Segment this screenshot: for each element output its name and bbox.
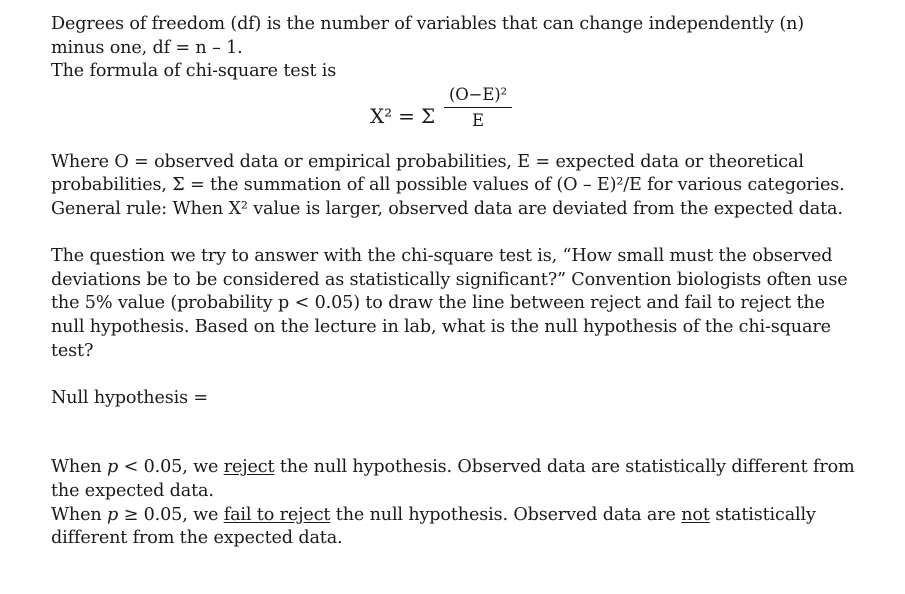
fail-rule-line-1 bbox=[51, 504, 851, 528]
document-page bbox=[51, 13, 855, 551]
fraction-bar bbox=[444, 107, 512, 108]
fail-to-reject-word: fail to reject bbox=[223, 504, 331, 525]
formula-numerator: (O−E)² bbox=[449, 84, 507, 104]
intro-line-2: minus one, df = n – 1. bbox=[51, 37, 243, 58]
fail-condition: ≥ 0.05, we bbox=[118, 504, 224, 525]
question-line-2: deviations be to be considered as statistically significant?” Convention biologists often use bbox=[51, 269, 848, 290]
question-line-5: test? bbox=[51, 340, 94, 361]
reject-rule-line-1 bbox=[51, 456, 855, 480]
question-line-1: The question we try to answer with the chi-square test is, “How small must the observed bbox=[51, 246, 833, 267]
answer-space bbox=[51, 410, 851, 456]
formula-denominator: E bbox=[472, 111, 484, 131]
formula-fraction bbox=[444, 84, 512, 132]
question-line-4: null hypothesis. Based on the lecture in lab, what is the null hypothesis of the chi-square bbox=[51, 316, 831, 337]
intro-line-3: The formula of chi-square test is bbox=[51, 61, 337, 82]
intro-line-1: Degrees of freedom (df) is the number of variables that can change independently (n) bbox=[51, 14, 804, 34]
definitions-line-3: General rule: When X² value is larger, observed data are deviated from the expected data. bbox=[51, 198, 843, 219]
chi-square-formula bbox=[51, 84, 851, 151]
null-hypothesis-label: Null hypothesis = bbox=[51, 387, 208, 408]
question-line-3: the 5% value (probability p < 0.05) to draw the line between reject and fail to reject the bbox=[51, 293, 825, 314]
fail-p-symbol: p bbox=[107, 504, 119, 525]
reject-rule-line-2: the expected data. bbox=[51, 480, 214, 501]
reject-prefix: When bbox=[51, 457, 108, 478]
reject-p-symbol: p bbox=[107, 457, 119, 478]
reject-word: reject bbox=[223, 457, 275, 478]
definitions-line-1: Where O = observed data or empirical probabilities, E = expected data or theoretical bbox=[51, 151, 804, 172]
definitions-line-2: probabilities, Σ = the summation of all possible values of (O – E)²/E for various categories. bbox=[51, 175, 845, 196]
fail-rule-line-2: different from the expected data. bbox=[51, 528, 343, 549]
reject-rest: the null hypothesis. Observed data are statistically different from bbox=[274, 457, 855, 478]
reject-condition: < 0.05, we bbox=[118, 457, 224, 478]
not-word: not bbox=[681, 504, 710, 525]
paragraph-spacer bbox=[51, 222, 851, 246]
formula-lhs: X² = Σ bbox=[370, 103, 435, 128]
paragraph-spacer bbox=[51, 363, 851, 387]
fail-rest: statistically bbox=[709, 504, 816, 525]
fail-middle: the null hypothesis. Observed data are bbox=[330, 504, 682, 525]
fail-prefix: When bbox=[51, 504, 108, 525]
